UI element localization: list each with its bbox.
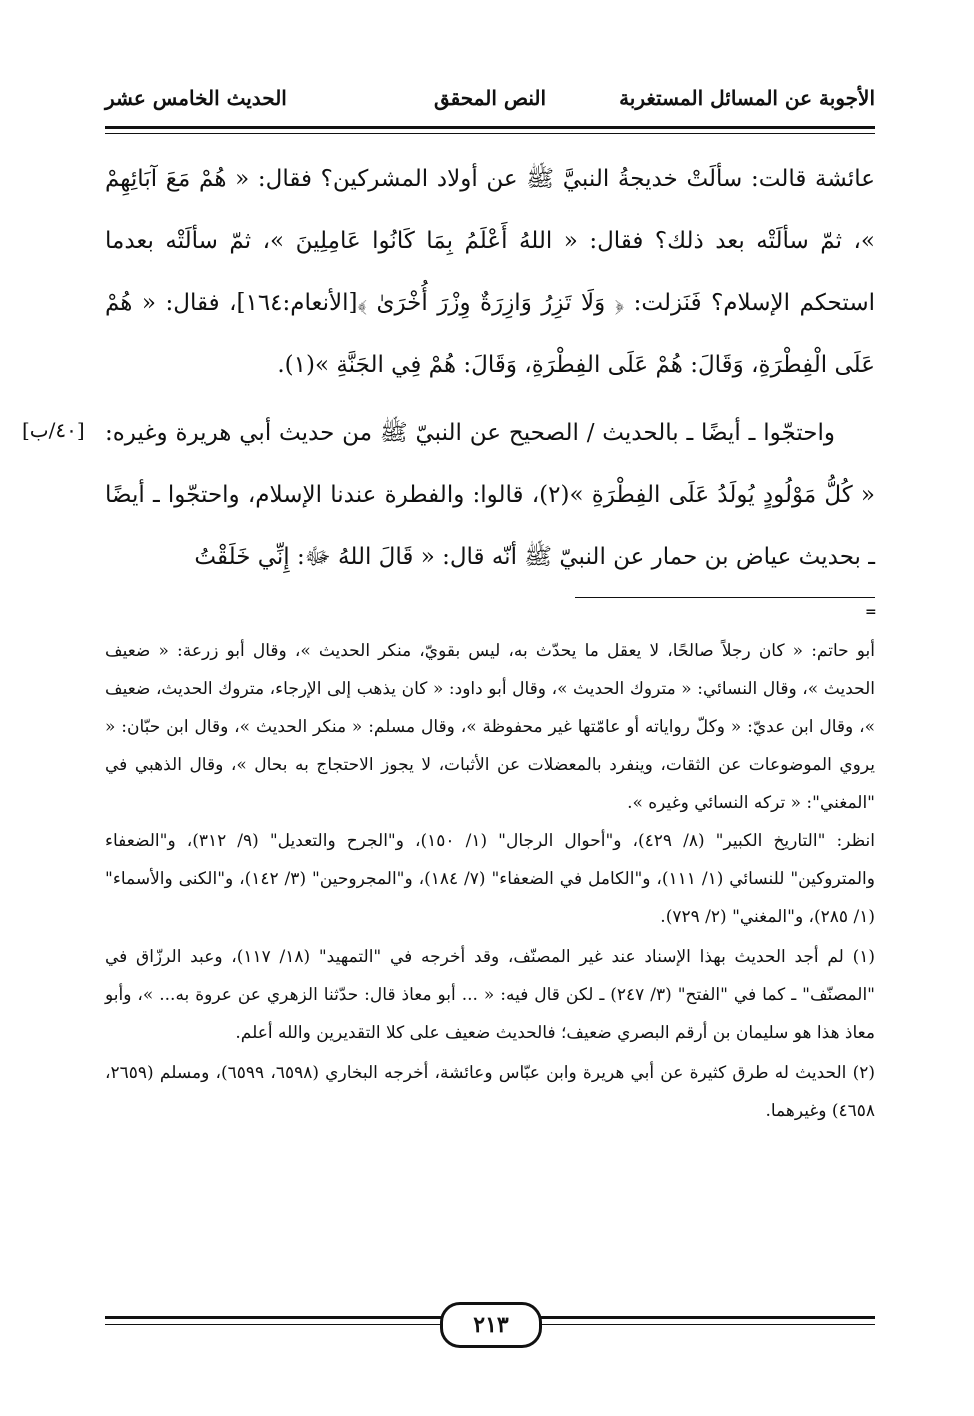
footnote-references [105,822,875,936]
header-section: النص المحقق [433,86,547,110]
paragraph-2 [105,402,875,588]
header-chapter: الحديث الخامس عشر [105,86,287,110]
fn1-line-2: في "المصنّف" ـ كما في "الفتح" (٣/ ٢٤٧) ـ لكن قال فيه: « ... أبو معاذ قال: حدّثنا الزهري عن [105,947,875,1005]
fn-ref-line-3: (٣/ ١٤٢)، و"الكنى والأسماء" (١/ ٢٨٥)، و"المغني" (٢/ ٧٢٩). [105,869,875,927]
fn1-line-4: التقديرين والله أعلم. [235,1023,381,1043]
fn-cont-line-3: متروك الحديث، ضعيف »، وقال ابن عديّ: « وكلّ رواياته أو عامّتها غير محفوظة »، وقال مسلم: [105,679,875,737]
paragraph-1-line-3: الإسلام؟ فَنَزلت: ﴿ وَلَا تَزِرُ وَازِرَةٌ وِزْرَ أُخْرَىٰ ﴾[الأنعام:١٦٤]، فقال: « هُمْ عَلَى الْفِطْرَةِ، [105,290,875,378]
fn-ref-line-1: انظر: "التاريخ الكبير" (٨/ ٤٢٩)، و"أحوال الرجال" (١/ ١٥٠)، و"الجرح والتعديل" (٩/ ٣١٢)، [186,831,875,851]
page-number: ٢١٣ [440,1302,542,1348]
footnote-continuation-mark: = [865,604,877,620]
paragraph-1 [105,148,875,396]
fn-cont-line-1: أبو حاتم: « كان رجلاً صالحًا، لا يعقل ما يحدّث به، ليس بقويّ، منكر الحديث »، وقال أبو زرعة: [177,641,875,661]
manuscript-folio-note: [٤٠/ب] [22,418,85,442]
header-rule-thick [105,126,875,129]
header-book-title: الأجوبة عن المسائل المستغربة [619,86,875,110]
main-text [105,148,875,588]
fn1-line-3: عروة به... »، وأبو معاذ هذا هو سليمان بن أرقم البصري ضعيف؛ فالحديث ضعيف على كلا [105,985,875,1043]
paragraph-2-line-3: ـ أيضًا ـ بحديث عياض بن حمار عن النبيّ ﷺ أنّه قال: « قَالَ اللهُ ﷻ: إِنِّي خَلَقْتُ [105,482,875,570]
paragraph-1-line-2: ثمّ سألَتْه بعد ذلك؟ فقال: « اللهُ أَعْلَمُ بِمَا كَانُوا عَامِلِينَ »، ثمّ سألَتْه بعدما استحكم [105,228,876,316]
footnote-separator [575,597,875,598]
fn1-line-1: (١) لم أجد الحديث بهذا الإسناد عند غير المصنّف، وقد أخرجه في "التمهيد" (١٨/ ١١٧)، وعبد الرزّاق [136,947,875,967]
fn2-line-2: (٢٦٥٩، ٤٦٥٨) وغيرهما. [105,1063,875,1121]
footnotes [105,632,875,1130]
paragraph-2-line-1: واحتجّوا ـ أيضًا ـ بالحديث / الصحيح عن النبيّ ﷺ من حديث أبي هريرة [175,420,835,446]
paragraph-2-line-2: وغيره: « كُلُّ مَوْلُودٍ يُولَدُ عَلَى الفِطْرَةِ »(٢)، قالوا: والفطرة عندنا الإسلام، واحتجّوا [105,420,876,508]
footnote-2 [105,1054,875,1130]
fn2-line-1: (٢) الحديث له طرق كثيرة عن أبي هريرة وابن عبّاس وعائشة، أخرجه البخاري (٦٥٩٨، ٦٥٩٩)، ومسلم [159,1063,876,1083]
running-header [105,78,875,128]
fn-ref-line-2: و"الضعفاء والمتروكين" للنسائي (١/ ١١١)، و"الكامل في الضعفاء" (٧/ ١٨٤)، و"المجروحين" [105,831,875,889]
fn-cont-line-2: « ضعيف الحديث »، وقال النسائي: « متروك الحديث »، وقال أبو داود: « كان يذهب إلى الإرجاء، [105,641,875,699]
paragraph-1-line-1: عائشة قالت: سألَتْ خديجةُ النبيَّ ﷺ عن أولاد المشركين؟ فقال: « هُمْ مَعَ آبَائِهِمْ »، [105,166,875,254]
fn-cont-line-5: لا يجوز الاحتجاج به بحال »، وقال الذهبي في "المغني": « تركه النسائي وغيره ». [105,755,875,813]
footnote-continuation [105,632,875,822]
paragraph-1-line-4: وَقَالَ: هُمْ عَلَى الفِطْرَةِ، وَقَالَ: هُمْ فِي الجَنَّةِ »(١). [277,352,744,378]
footnote-1 [105,938,875,1052]
header-rule-thin [105,133,875,134]
fn-cont-line-4: « منكر الحديث »، وقال ابن حبّان: « يروي الموضوعات عن الثقات، وينفرد بالمعضلات عن الأثبات، [105,717,875,775]
